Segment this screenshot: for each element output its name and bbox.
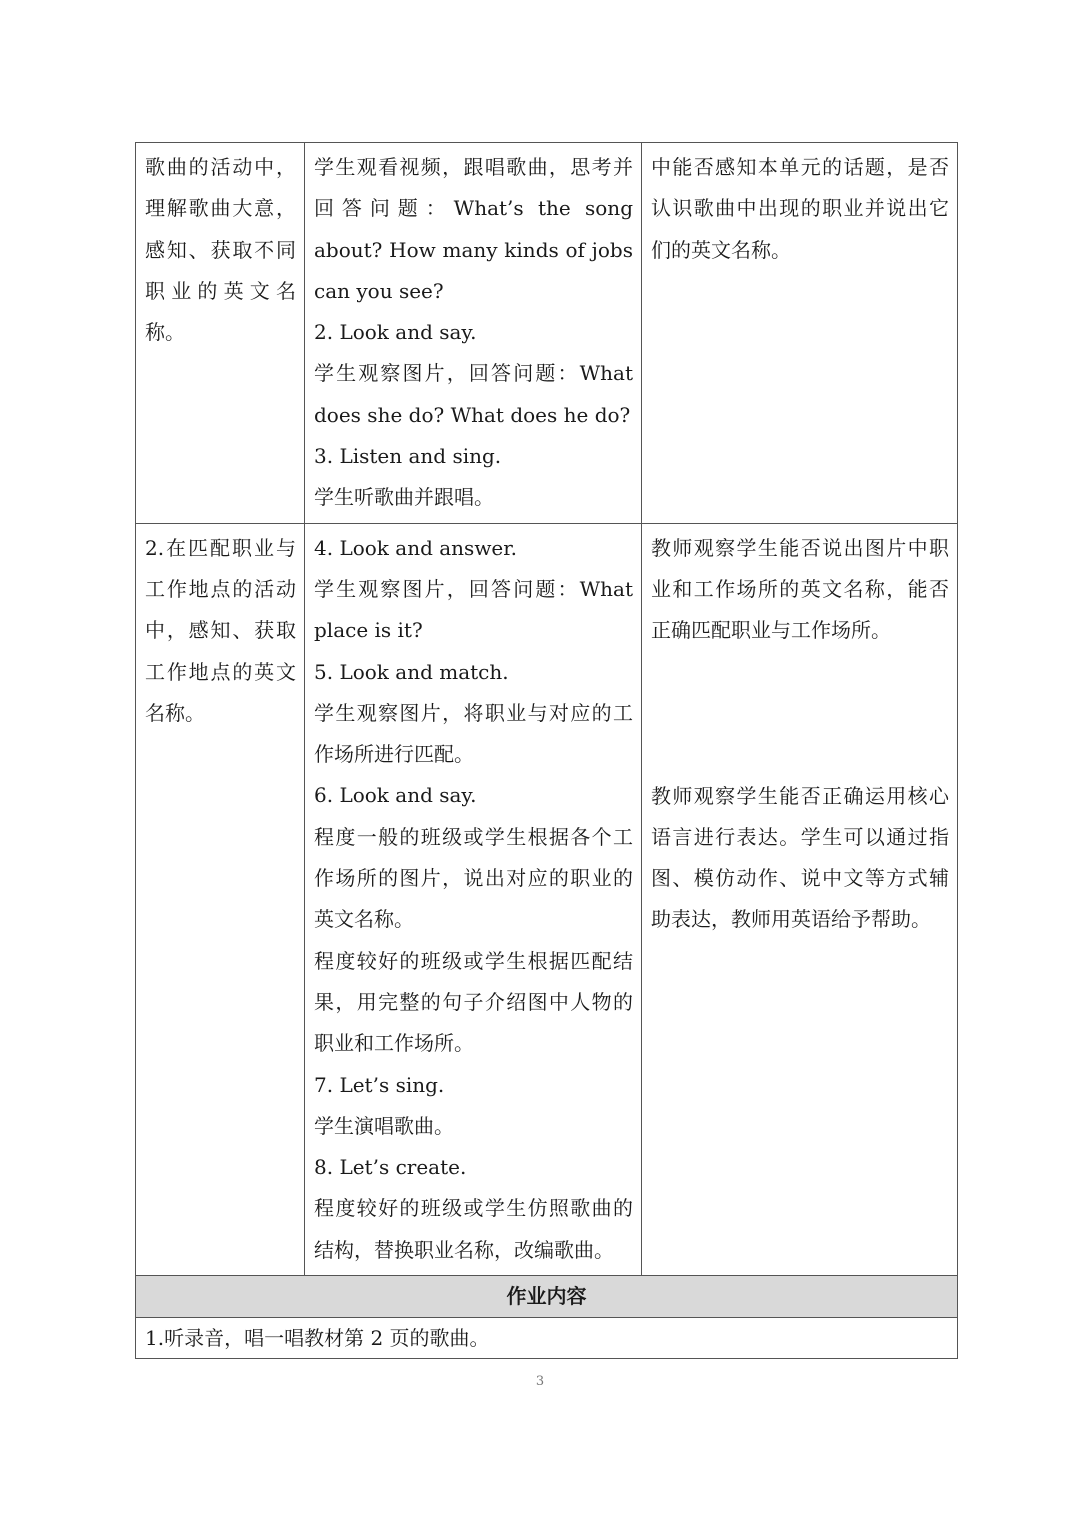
assessment-text: 教师观察学生能否正确运用核心语言进行表达。学生可以通过指图、模仿动作、说中文等方式辅助表达，教师用英语给予帮助。	[651, 783, 949, 932]
table-row	[136, 143, 958, 524]
homework-title: 作业内容	[136, 1276, 958, 1318]
homework-row	[136, 1318, 958, 1359]
activity-step: 3. Listen and sing.	[314, 444, 502, 469]
activity-step: 8. Let’s create.	[314, 1155, 467, 1180]
activity-step: 4. Look and answer.	[314, 535, 517, 560]
goal-cell	[136, 143, 305, 524]
assessment-text: 中能否感知本单元的话题，是否认识歌曲中出现的职业并说出它们的英文名称。	[651, 155, 949, 262]
activity-text: 学生观看视频，跟唱歌曲，思考并回答问题：What’s the song about? How many kinds of jobs can you see?	[314, 155, 633, 303]
activity-text: 学生观察图片，回答问题：What does she do? What does he do?	[314, 361, 633, 427]
homework-header-row	[136, 1276, 958, 1318]
activity-text: 程度较好的班级或学生仿照歌曲的结构，替换职业名称，改编歌曲。	[314, 1196, 633, 1262]
goal-text: 2.在匹配职业与工作地点的活动中，感知、获取工作地点的英文名称。	[145, 535, 296, 725]
activities-cell	[305, 523, 642, 1275]
activities-cell	[305, 143, 642, 524]
lesson-plan-table	[135, 142, 958, 1359]
activity-step: 5. Look and match.	[314, 659, 509, 684]
activity-step: 2. Look and say.	[314, 320, 477, 345]
activity-text: 学生听歌曲并跟唱。	[314, 485, 494, 510]
activity-step: 7. Let’s sing.	[314, 1072, 445, 1097]
table-row	[136, 523, 958, 1275]
page-number: 3	[535, 1374, 545, 1389]
activity-step: 6. Look and say.	[314, 783, 477, 808]
activity-text: 程度一般的班级或学生根据各个工作场所的图片，说出对应的职业的英文名称。	[314, 824, 633, 932]
assessment-spacer	[651, 652, 949, 776]
assessment-cell	[642, 523, 958, 1275]
assessment-text: 教师观察学生能否说出图片中职业和工作场所的英文名称，能否正确匹配职业与工作场所。	[651, 535, 949, 643]
activity-text: 学生观察图片，回答问题：What place is it?	[314, 576, 633, 643]
homework-item: 1.听录音，唱一唱教材第 2 页的歌曲。	[136, 1318, 958, 1359]
activity-text: 学生演唱歌曲。	[314, 1113, 454, 1138]
activity-text: 程度较好的班级或学生根据匹配结果，用完整的句子介绍图中人物的职业和工作场所。	[314, 948, 633, 1056]
assessment-cell	[642, 143, 958, 524]
goal-text: 歌曲的活动中，理解歌曲大意，感知、获取不同职业的英文名称。	[145, 155, 296, 345]
activity-text: 学生观察图片，将职业与对应的工作场所进行匹配。	[314, 700, 633, 767]
goal-cell	[136, 523, 305, 1275]
